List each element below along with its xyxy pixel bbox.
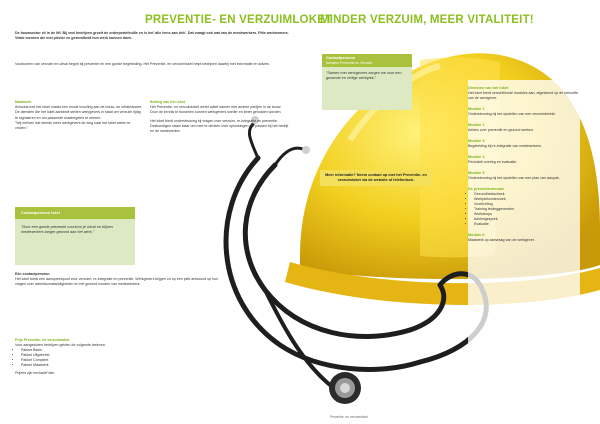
maatwerk-text: Arbodus met het loket maakt een mooie invulling aan de bouw- en infrabranche. De diensten die het loket aanbiedt stellen werkgevers in staat om verzuim tijdig te signaleren en om passende maatregelen te nemen. [15,105,143,120]
side-list-item: • Evaluatie [474,222,580,227]
profile-name: Contactpersoon [326,56,356,60]
belang-text: Het Preventie- en verzuimloket werkt actief samen met andere partijen in de bouw. Door de kennis te bundelen kunnen werkgevers sneller en beter geholpen worden. [150,105,282,115]
intro-bold: De bouwsector zit in de lift. Bij veel bedrijven groeit de orderportefeuille en is het 'alle hens aan dek'. Dat vraagt ook wat van de medewerkers. Fitte werknemers. Vitale mensen die met plezier en gezondheid hun werk kunnen doen. [15,31,289,41]
side-text-1: Het loket biedt verschillende modules aan, afgestemd op de behoefte van de werkgever. [468,91,579,100]
page-title-right: MINDER VERZUIM, MEER VITALITEIT! [320,14,534,26]
footer-right: Preventie- en verzuimloket [330,415,368,419]
belang-heading: Belang van het loket [150,100,185,104]
side-list-item: • Voorlichting [474,202,580,207]
quote-text: "Door een goede preventie voorkom je uitval en blijven medewerkers langer gezond aan het werk." [21,225,113,234]
price-list [15,348,230,368]
price-item: • Pakket Compleet [21,358,230,363]
side-heading-1: Diensten van het loket [468,86,509,90]
profile-title: Adviseur Preventie en Verzuim [326,61,373,65]
side-heading-2: Module 1 [468,107,485,111]
side-text-5: Periodiek overleg en evaluatie. [468,160,518,164]
quote-person: Contactpersoon loket [21,211,61,215]
price-item: • Pakket Maatwerk [21,363,230,368]
services-sidebar [468,80,580,420]
side-list-item: • Training leidinggevenden [474,207,580,212]
side-text-2: Ondersteuning bij het opstellen van een verzuimbeleid. [468,112,556,116]
side-list-item: • Workshops [474,212,580,217]
price-intro: Voor aangesloten bedrijven gelden de volgende tarieven: [15,343,106,348]
side-heading-7: De preventiemodule [468,187,505,191]
price-item: • Pakket Basis [21,348,230,353]
profile-quote: "Samen met werkgevers zorgen we voor een gezonde en veilige werkplek." [326,71,402,80]
quote-box [15,207,135,265]
contact-heading: Eén contactpersoon [15,272,50,276]
side-heading-6: Module 5 [468,171,485,175]
side-text-4: Begeleiding bij re-integratie van medewerkers. [468,144,542,148]
side-list-item: • Gezondheidscheck [474,192,580,197]
intro-text: Voorkomen van verzuim en uitval begint bij preventie en een goede begeleiding. Het Preventie- en verzuimloket helpt bedrijven daarbij met informatie en advies. [15,62,270,66]
section-contact [15,272,230,288]
maatwerk-heading: Maatwerk [15,100,32,104]
side-text-8: Maatwerk op aanvraag van de werkgever. [468,238,535,242]
profile-box [322,54,412,110]
side-heading-4: Module 3 [468,139,485,143]
column-maatwerk [15,100,143,131]
price-heading: Prijs Preventie- en verzuimloket [15,338,70,342]
belang-text-2: Het loket biedt ondersteuning bij vragen over verzuim, re-integratie en preventie. Deskundigen staan klaar om mee te denken over oplossingen die passen bij het bedrijf en de medewerker. [150,118,289,134]
page-title-left: PREVENTIE- EN VERZUIMLOKET [145,14,333,26]
column-belang [150,100,290,134]
side-list [468,192,580,227]
side-text-3: Advies over preventie en gezond werken. [468,128,534,132]
side-list-item: • Adviesgesprek [474,217,580,222]
side-heading-8: Module 6 [468,233,485,237]
side-list-item: • Werkplekonderzoek [474,197,580,202]
side-text-6: Ondersteuning bij het opstellen van een plan van aanpak. [468,176,560,180]
section-price [15,338,230,377]
side-heading-3: Module 2 [468,123,485,127]
maatwerk-text-2: "Wij merken dat steeds meer werkgevers de weg naar het loket weten te vinden." [15,120,131,131]
price-note: Prijzen zijn exclusief btw. [15,371,55,376]
contact-text: Het loket biedt één aanspreekpunt voor verzuim, re-integratie en preventie. Werkgevers krijgen zo op één plek antwoord op hun vragen over arbeidsomstandigheden en het gezond houden van medewerkers. [15,277,219,287]
contact-callout: Meer informatie? Neem contact op met het Preventie- en verzuimloket via de website of telefonisch. [320,170,432,186]
side-heading-5: Module 4 [468,155,485,159]
price-item: • Pakket Uitgebreid [21,353,230,358]
